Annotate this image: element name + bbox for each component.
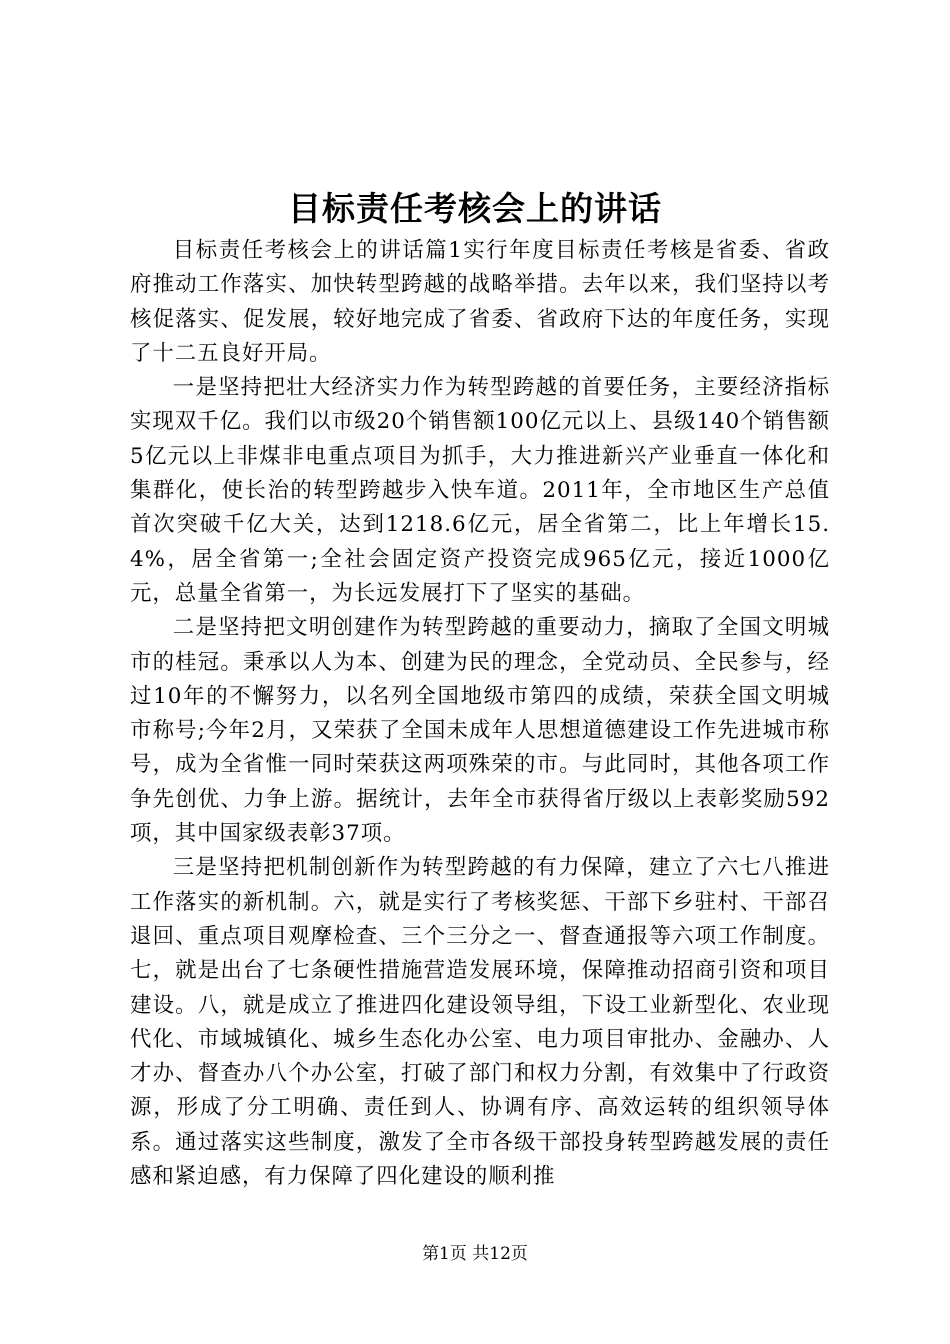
page-number-footer: 第1页 共12页 (422, 1244, 528, 1264)
paragraph-economy: 一是坚持把壮大经济实力作为转型跨越的首要任务，主要经济指标实现双千亿。我们以市级20个销售额100亿元以上、县级140个销售额5亿元以上非煤非电重点项目为抓手，大力推进新兴产业垂直一体化和集群化，使长治的转型跨越步入快车道。2011年，全市地区生产总值首次突破千亿大关，达到1218.6亿元，居全省第二，比上年增长15.4%，居全省第一;全社会固定资产投资完成965亿元，接近1000亿元，总量全省第一，为长远发展打下了坚实的基础。 (130, 375, 830, 606)
document-title: 目标责任考核会上的讲话 (288, 189, 662, 228)
paragraph-intro: 目标责任考核会上的讲话篇1实行年度目标责任考核是省委、省政府推动工作落实、加快转型跨越的战略举措。去年以来，我们坚持以考核促落实、促发展，较好地完成了省委、省政府下达的年度任务，实现了十二五良好开局。 (130, 238, 830, 366)
document-body (130, 234, 830, 1194)
paragraph-civilization: 二是坚持把文明创建作为转型跨越的重要动力，摘取了全国文明城市的桂冠。秉承以人为本、创建为民的理念，全党动员、全民参与，经过10年的不懈努力，以名列全国地级市第四的成绩，荣获全国文明城市称号;今年2月，又荣获了全国未成年人思想道德建设工作先进城市称号，成为全省惟一同时荣获这两项殊荣的市。与此同时，其他各项工作争先创优、力争上游。据统计，去年全市获得省厅级以上表彰奖励592项，其中国家级表彰37项。 (130, 615, 830, 847)
paragraph-mechanism: 三是坚持把机制创新作为转型跨越的有力保障，建立了六七八推进工作落实的新机制。六，就是实行了考核奖惩、干部下乡驻村、干部召退回、重点项目观摩检查、三个三分之一、督查通报等六项工作制度。七，就是出台了七条硬性措施营造发展环境，保障推动招商引资和项目建设。八，就是成立了推进四化建设领导组，下设工业新型化、农业现代化、市域城镇化、城乡生态化办公室、电力项目审批办、金融办、人才办、督查办八个办公室，打破了部门和权力分割，有效集中了行政资源，形成了分工明确、责任到人、协调有序、高效运转的组织领导体系。通过落实这些制度，激发了全市各级干部投身转型跨越发展的责任感和紧迫感，有力保障了四化建设的顺利推 (130, 855, 830, 1190)
